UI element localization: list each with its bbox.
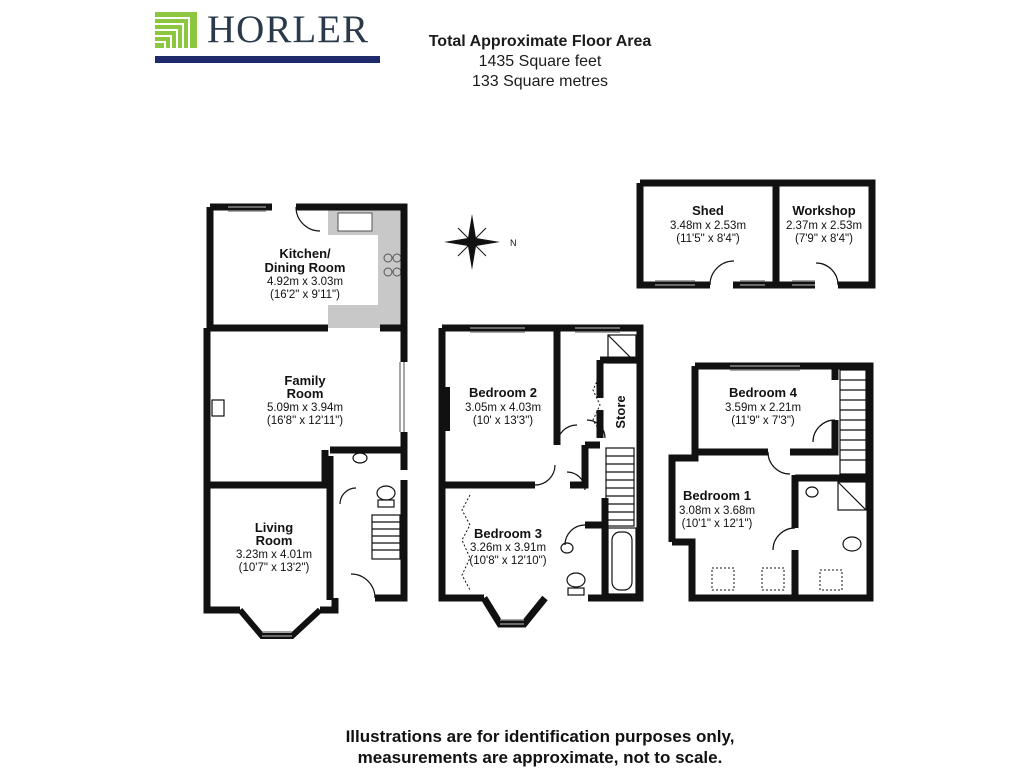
front-door-swing [351, 574, 375, 598]
bedroom4-imperial: (11'9" x 7'3") [731, 415, 795, 427]
kitchen-imperial: (16'2" x 9'11") [270, 289, 340, 301]
workshop-imperial: (7'9" x 8'4") [795, 233, 853, 245]
bedroom3-imperial: (10'8" x 12'10") [469, 555, 547, 567]
living-imperial: (10'7" x 13'2") [238, 562, 310, 574]
bedroom4-metric: 3.59m x 2.21m [724, 402, 802, 414]
disclaimer [240, 726, 840, 768]
kitchen-name-line1: Kitchen/ [279, 246, 331, 261]
kitchen-metric: 4.92m x 3.03m [266, 276, 344, 288]
second-bathroom-icons [806, 482, 866, 551]
second-floor-stairs [840, 370, 866, 474]
bedroom1-name: Bedroom 1 [683, 488, 751, 503]
family-name-line2: Room [286, 386, 324, 401]
living-name-line1: Living [254, 520, 294, 535]
bedroom4-name: Bedroom 4 [729, 385, 797, 400]
first-floor [442, 328, 640, 624]
kitchen-sink-icon [338, 213, 372, 231]
shed-label [670, 203, 746, 245]
first-floor-stairs [606, 448, 634, 526]
area-sqm: 133 Square metres [471, 73, 609, 90]
disclaimer-line1: Illustrations are for identification purposes only, [345, 727, 735, 746]
skylight-icons [712, 568, 842, 590]
compass-north-label: N [510, 238, 517, 248]
brand-name: HORLER [207, 8, 369, 51]
workshop-name: Workshop [792, 203, 856, 218]
family-label [267, 373, 343, 427]
store-label: Store [613, 395, 628, 429]
kitchen-door-swing [296, 207, 320, 231]
workshop-metric: 2.37m x 2.53m [785, 220, 863, 232]
family-name-line1: Family [284, 373, 326, 388]
compass-icon [444, 214, 500, 270]
living-metric: 3.23m x 4.01m [235, 549, 313, 561]
family-imperial: (16'8" x 12'11") [266, 415, 344, 427]
bedroom3-name: Bedroom 3 [474, 526, 542, 541]
bedroom2-imperial: (10' x 13'3") [472, 415, 534, 427]
living-name-line2: Room [255, 533, 293, 548]
bedroom1-label [679, 488, 755, 530]
bedroom2-metric: 3.05m x 4.03m [464, 402, 542, 414]
shed-name: Shed [692, 203, 724, 218]
bedroom1-imperial: (10'1" x 12'1") [681, 518, 753, 530]
bedroom4-label [725, 385, 801, 427]
family-metric: 5.09m x 3.94m [266, 402, 344, 414]
bedroom1-metric: 3.08m x 3.68m [678, 505, 756, 517]
bedroom3-label [469, 526, 546, 567]
area-title: Total Approximate Floor Area [428, 33, 652, 50]
bath-icon [608, 528, 636, 594]
disclaimer-line2: measurements are approximate, not to scale. [357, 748, 723, 767]
area-sqft: 1435 Square feet [478, 53, 602, 70]
kitchen-name-line2: Dining Room [264, 260, 346, 275]
shed-imperial: (11'5" x 8'4") [676, 233, 740, 245]
fireplace [212, 400, 224, 416]
chimney-breast [444, 387, 450, 431]
first-wc-icon [561, 543, 585, 595]
ground-wc-icon [353, 453, 395, 507]
bedroom2-label [465, 385, 541, 427]
ground-stairs [372, 515, 400, 559]
bedroom3-metric: 3.26m x 3.91m [469, 542, 547, 554]
bedroom2-name: Bedroom 2 [469, 385, 537, 400]
second-floor [672, 366, 870, 598]
living-label [236, 520, 312, 574]
workshop-label [786, 203, 862, 245]
shed-metric: 3.48m x 2.53m [669, 220, 747, 232]
